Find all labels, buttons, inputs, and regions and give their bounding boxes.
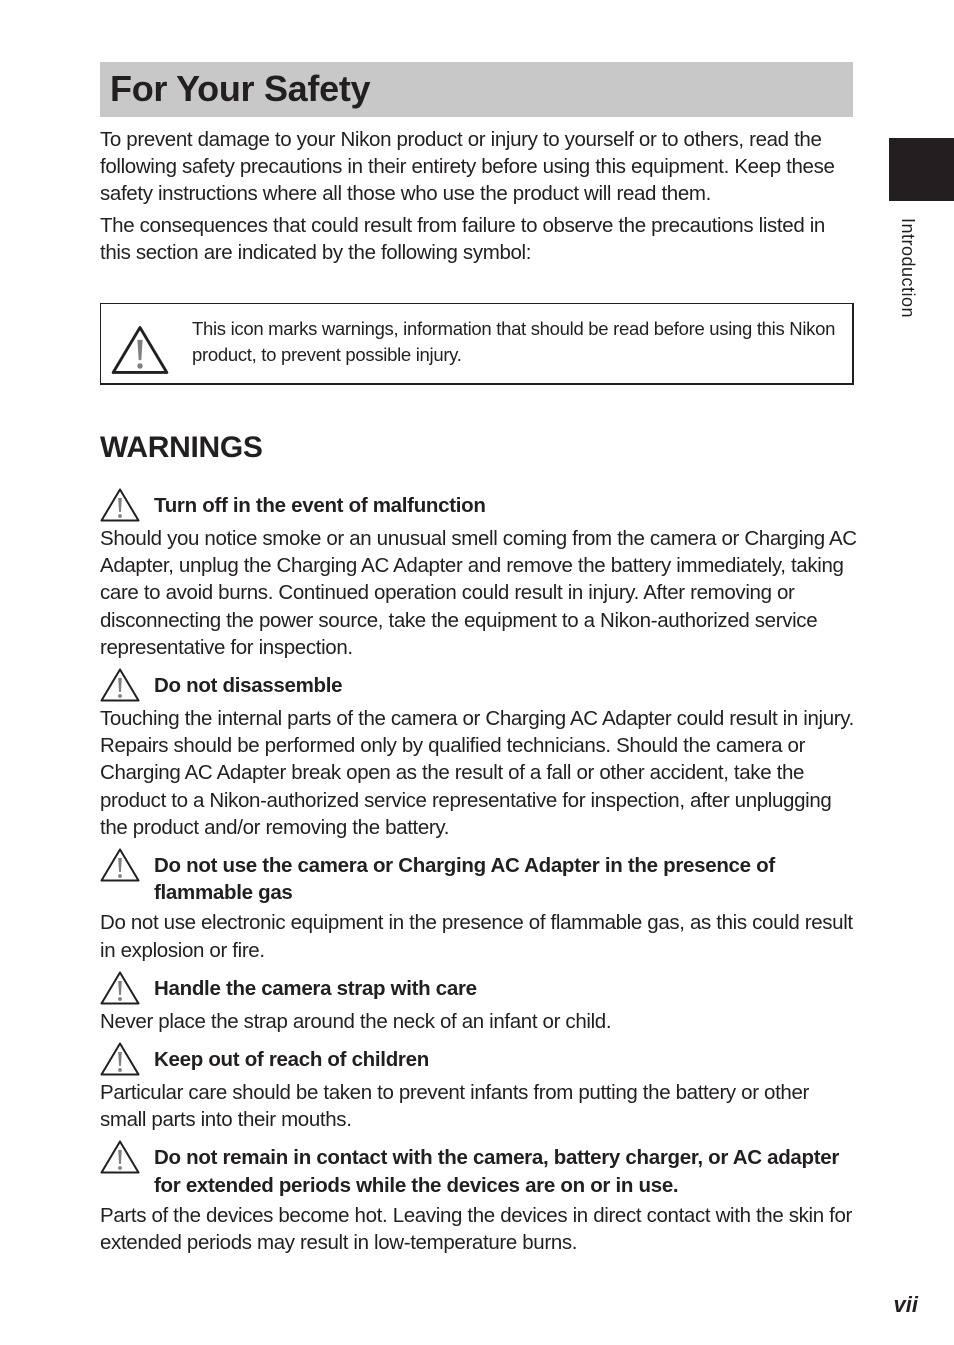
intro-section: [100, 126, 860, 270]
warning-title: Turn off in the event of malfunction: [154, 494, 486, 517]
warning-item: [100, 975, 860, 1035]
warning-title: Do not remain in contact with the camera, battery charger, or AC adapter for extended periods while the devices are on or in use.: [154, 1146, 840, 1197]
warning-item: [100, 1144, 860, 1256]
warning-title: Do not use the camera or Charging AC Adapter in the presence of flammable gas: [154, 854, 775, 905]
warnings-heading: WARNINGS: [100, 431, 263, 464]
symbol-notice-box: [100, 303, 854, 385]
warning-body: Should you notice smoke or an unusual smell coming from the camera or Charging AC Adapter, unplug the Charging AC Adapter and remove the battery immediately, taking care to avoid burns. Continued operation could result in injury. After removing or disconnecting the power source, take the equipment to a Nikon-authorized service representative for inspection.: [100, 527, 857, 659]
intro-paragraph: To prevent damage to your Nikon product or injury to yourself or to others, read the following safety precautions in their entirety before using this equipment. Keep these safety instructions where all those who use the product will read them.: [100, 128, 835, 206]
warning-triangle-icon: [111, 324, 169, 376]
page-title: For Your Safety: [110, 68, 371, 109]
page-number: vii: [893, 1292, 918, 1317]
warning-body: Never place the strap around the neck of an infant or child.: [100, 1009, 612, 1033]
warning-header: [100, 852, 860, 906]
side-tab-label: Introduction: [898, 218, 918, 319]
warning-title: Keep out of reach of children: [154, 1048, 429, 1072]
warning-title: Handle the camera strap with care: [154, 976, 477, 1000]
warning-triangle-icon: [100, 668, 140, 702]
warning-body: Parts of the devices become hot. Leaving the devices in direct contact with the skin for extended periods may result in low-temperature burns.: [100, 1203, 853, 1255]
warning-body: Do not use electronic equipment in the presence of flammable gas, as this could result in explosion or fire.: [100, 911, 853, 962]
warning-header: [100, 492, 860, 522]
warning-item: [100, 492, 860, 661]
page-title-bar: [100, 62, 853, 117]
warning-item: [100, 672, 860, 841]
notice-text: This icon marks warnings, information that should be read before using this Nikon product, to prevent possible injury.: [192, 318, 836, 365]
warning-triangle-icon: [100, 971, 140, 1005]
warning-triangle-icon: [100, 848, 140, 882]
warning-header: [100, 1046, 860, 1076]
side-tab-marker: [889, 138, 954, 201]
warning-header: [100, 1144, 860, 1198]
warning-header: [100, 975, 860, 1005]
warning-body: Touching the internal parts of the camera or Charging AC Adapter could result in injury. Repairs should be performed only by qualified technicians. Should the camera or Charging AC Adapter break open as the result of a fall or other accident, take the product to a Nikon-authorized service representative for inspection, after unplugging the product and/or removing the battery.: [100, 707, 854, 839]
warning-header: [100, 672, 860, 702]
warning-item: [100, 1046, 860, 1133]
warning-triangle-icon: [100, 488, 140, 522]
intro-paragraph: The consequences that could result from failure to observe the precautions listed in this section are indicated by the following symbol:: [100, 213, 825, 264]
warning-body: Particular care should be taken to prevent infants from putting the battery or other small parts into their mouths.: [100, 1081, 810, 1132]
warning-list: [100, 492, 860, 1267]
warning-title: Do not disassemble: [154, 674, 343, 698]
warning-item: [100, 852, 860, 964]
warning-triangle-icon: [100, 1140, 140, 1174]
warning-triangle-icon: [100, 1042, 140, 1076]
